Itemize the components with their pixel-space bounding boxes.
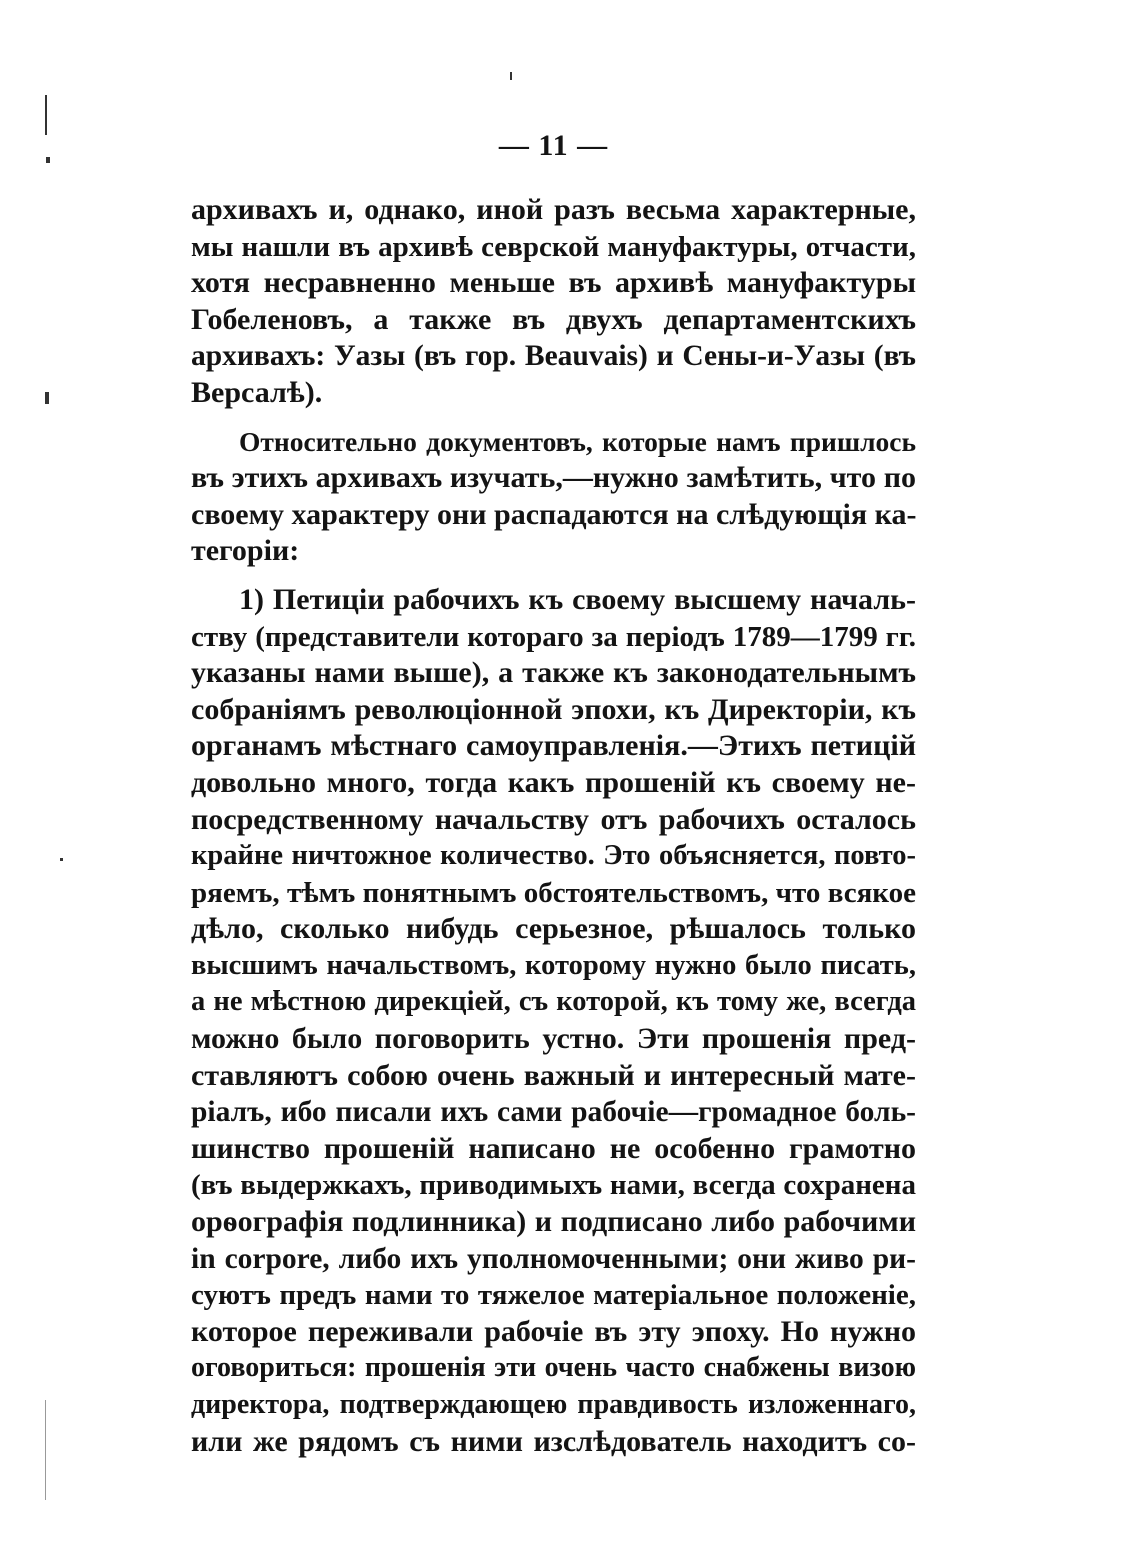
text-line: тегоріи: — [191, 534, 300, 568]
text-line: органамъ мѣстнаго самоуправленія.—Этихъ петицій — [191, 729, 916, 763]
text-line: директора, подтверждающею правдивость изложеннаго, — [191, 1389, 916, 1420]
text-line: собраніямъ революціонной эпохи, къ Директоріи, къ — [191, 692, 916, 726]
text-line: дѣло, сколько нибудь серьезное, рѣшалось только — [191, 912, 916, 946]
text-line: ставляютъ собою очень важный и интересный мате- — [191, 1058, 916, 1092]
text-line: въ этихъ архивахъ изучать,—нужно замѣтить, что по — [191, 461, 916, 495]
text-line: мы нашли въ архивѣ севрской мануфактуры, отчасти, — [191, 230, 916, 263]
text-line: можно было поговорить устно. Эти прошенія пред- — [191, 1022, 916, 1056]
text-line: указаны нами выше), а также къ законодательнымъ — [191, 656, 916, 690]
text-line: суютъ предъ нами то тяжелое матеріальное положеніе, — [191, 1279, 916, 1312]
scan-mark — [45, 1400, 46, 1500]
body-text — [191, 192, 916, 1460]
text-line: которое переживали рабочіе въ эту эпоху. Но нужно — [191, 1314, 916, 1348]
text-line: а не мѣстною дирекціей, съ которой, къ тому же, всегда — [191, 986, 916, 1018]
text-line: орѳографія подлинника) и подписано либо рабочими — [191, 1205, 916, 1239]
text-line: высшимъ начальствомъ, которому нужно было писать, — [191, 949, 916, 981]
text-line: Гобеленовъ, а также въ двухъ департаментскихъ — [191, 302, 916, 336]
scan-mark — [510, 72, 512, 80]
text-line: довольно много, тогда какъ прошеній къ своему не- — [191, 765, 916, 799]
text-line: хотя несравненно меньше въ архивѣ мануфактуры — [191, 266, 916, 300]
text-line: своему характеру они распадаются на слѣдующія ка- — [191, 497, 916, 531]
text-line: архивахъ и, однако, иной разъ весьма характерные, — [191, 193, 916, 226]
text-line: архивахъ: Уазы (въ гор. Beauvais) и Сены-и-Уазы (въ — [191, 340, 916, 373]
text-line: шинство прошеній написано не особенно грамотно — [191, 1131, 916, 1165]
text-line: ству (представители котораго за періодъ 1789—1799 гг. — [191, 620, 916, 653]
text-line: in corpore, либо ихъ уполномоченными; они живо ри- — [191, 1242, 916, 1275]
text-line: оговориться: прошенія эти очень часто снабжены визою — [191, 1352, 916, 1384]
text-line: ряемъ, тѣмъ понятнымъ обстоятельствомъ, что всякое — [191, 876, 916, 909]
text-line: 1) Петиціи рабочихъ къ своему высшему началь- — [239, 582, 916, 616]
text-line: Относительно документовъ, которые намъ пришлось — [239, 425, 916, 457]
scan-mark — [60, 858, 63, 861]
text-line: (въ выдержкахъ, приводимыхъ нами, всегда сохранена — [191, 1169, 916, 1202]
text-line: Версалѣ). — [191, 375, 323, 409]
text-line: ріалъ, ибо писали ихъ сами рабочіе—громадное боль- — [191, 1096, 916, 1129]
page-number: — 11 — — [498, 129, 609, 162]
text-line: или же рядомъ съ ними изслѣдователь находитъ со- — [191, 1424, 916, 1458]
text-line: крайне ничтожное количество. Это объясняется, повто- — [191, 840, 916, 872]
text-line: посредственному начальству отъ рабочихъ осталось — [191, 802, 916, 836]
scan-mark — [45, 392, 49, 404]
